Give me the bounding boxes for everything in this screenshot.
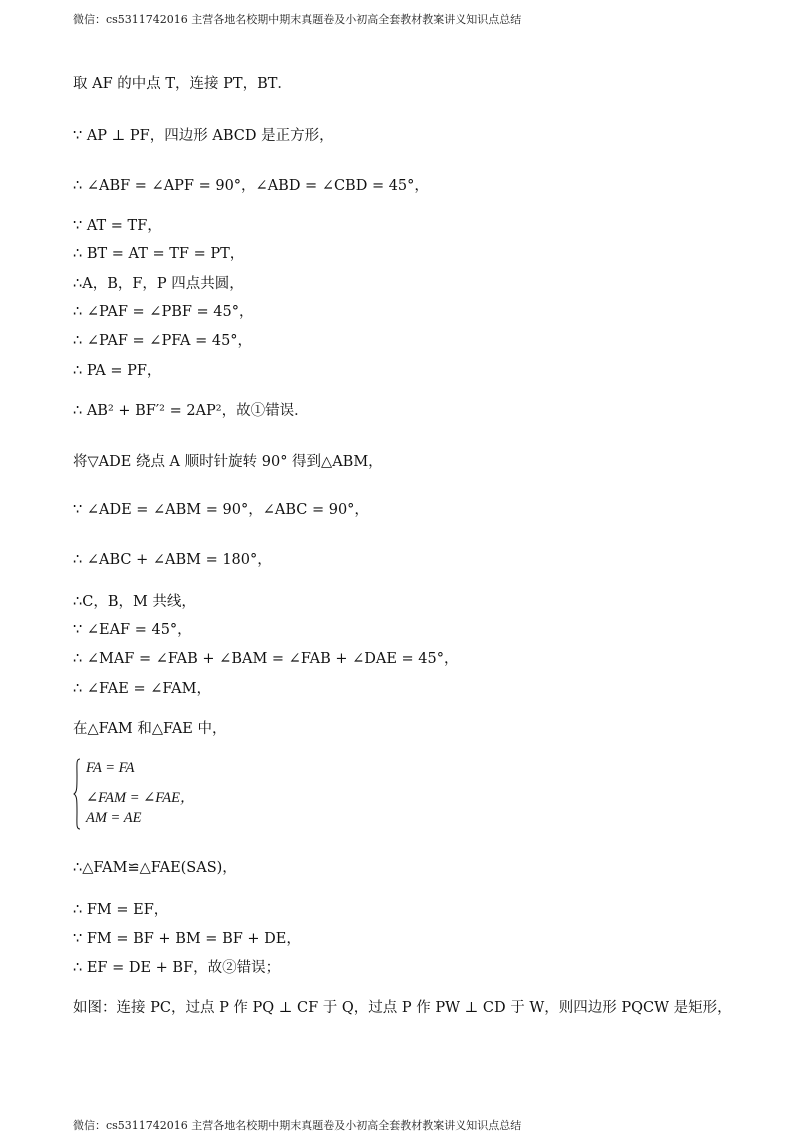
solution-line-17: ∴ ∠FAE = ∠FAM， xyxy=(73,681,211,697)
solution-line-9: ∴ PA = PF， xyxy=(73,363,162,379)
solution-line-3: ∴ ∠ABF = ∠APF = 90°，∠ABD = ∠CBD = 45°， xyxy=(73,178,429,194)
solution-line-19: ∴△FAM≌△FAE(SAS)， xyxy=(73,860,237,876)
solution-line-22: ∴ EF = DE + BF，故②错误； xyxy=(73,960,281,976)
system-equation-3: AM = AE xyxy=(86,810,142,826)
solution-line-7: ∴ ∠PAF = ∠PBF = 45°， xyxy=(73,304,254,320)
solution-line-21: ∵ FM = BF + BM = BF + DE， xyxy=(73,931,301,947)
solution-line-4: ∵ AT = TF， xyxy=(73,218,162,234)
solution-line-5: ∴ BT = AT = TF = PT， xyxy=(73,246,245,262)
solution-line-1: 取 AF 的中点 T，连接 PT，BT． xyxy=(73,76,292,92)
solution-line-12: ∵ ∠ADE = ∠ABM = 90°，∠ABC = 90°， xyxy=(73,502,369,518)
solution-line-2: ∵ AP ⊥ PF，四边形 ABCD 是正方形， xyxy=(73,128,334,144)
solution-line-8: ∴ ∠PAF = ∠PFA = 45°， xyxy=(73,333,253,349)
solution-line-13: ∴ ∠ABC + ∠ABM = 180°， xyxy=(73,552,272,568)
page-header: 微信：cs5311742016 主营各地名校期中期末真题卷及小初高全套教材教案讲义知识点总结 xyxy=(73,13,522,26)
solution-line-20: ∴ FM = EF， xyxy=(73,902,169,918)
solution-line-10: ∴ AB² + BF′² = 2AP²，故①错误． xyxy=(73,403,309,419)
solution-line-6: ∴A，B，F，P 四点共圆， xyxy=(73,276,244,292)
solution-line-14: ∴C，B，M 共线， xyxy=(73,594,196,610)
solution-line-18: 在△FAM 和△FAE 中， xyxy=(73,721,227,737)
solution-line-11: 将▽ADE 绕点 A 顺时针旋转 90° 得到△ABM， xyxy=(73,454,383,470)
solution-line-15: ∵ ∠EAF = 45°， xyxy=(73,622,192,638)
solution-line-23: 如图：连接 PC，过点 P 作 PQ ⊥ CF 于 Q，过点 P 作 PW ⊥ CD 于 W，则四边形 PQCW 是矩形， xyxy=(73,1000,732,1016)
system-equation-1: FA = FA xyxy=(86,760,135,776)
page-footer: 微信：cs5311742016 主营各地名校期中期末真题卷及小初高全套教材教案讲义知识点总结 xyxy=(73,1119,522,1132)
system-equation-2: ∠FAM = ∠FAE， xyxy=(86,790,195,806)
system-brace xyxy=(73,758,81,830)
solution-line-16: ∴ ∠MAF = ∠FAB + ∠BAM = ∠FAB + ∠DAE = 45°， xyxy=(73,651,459,667)
